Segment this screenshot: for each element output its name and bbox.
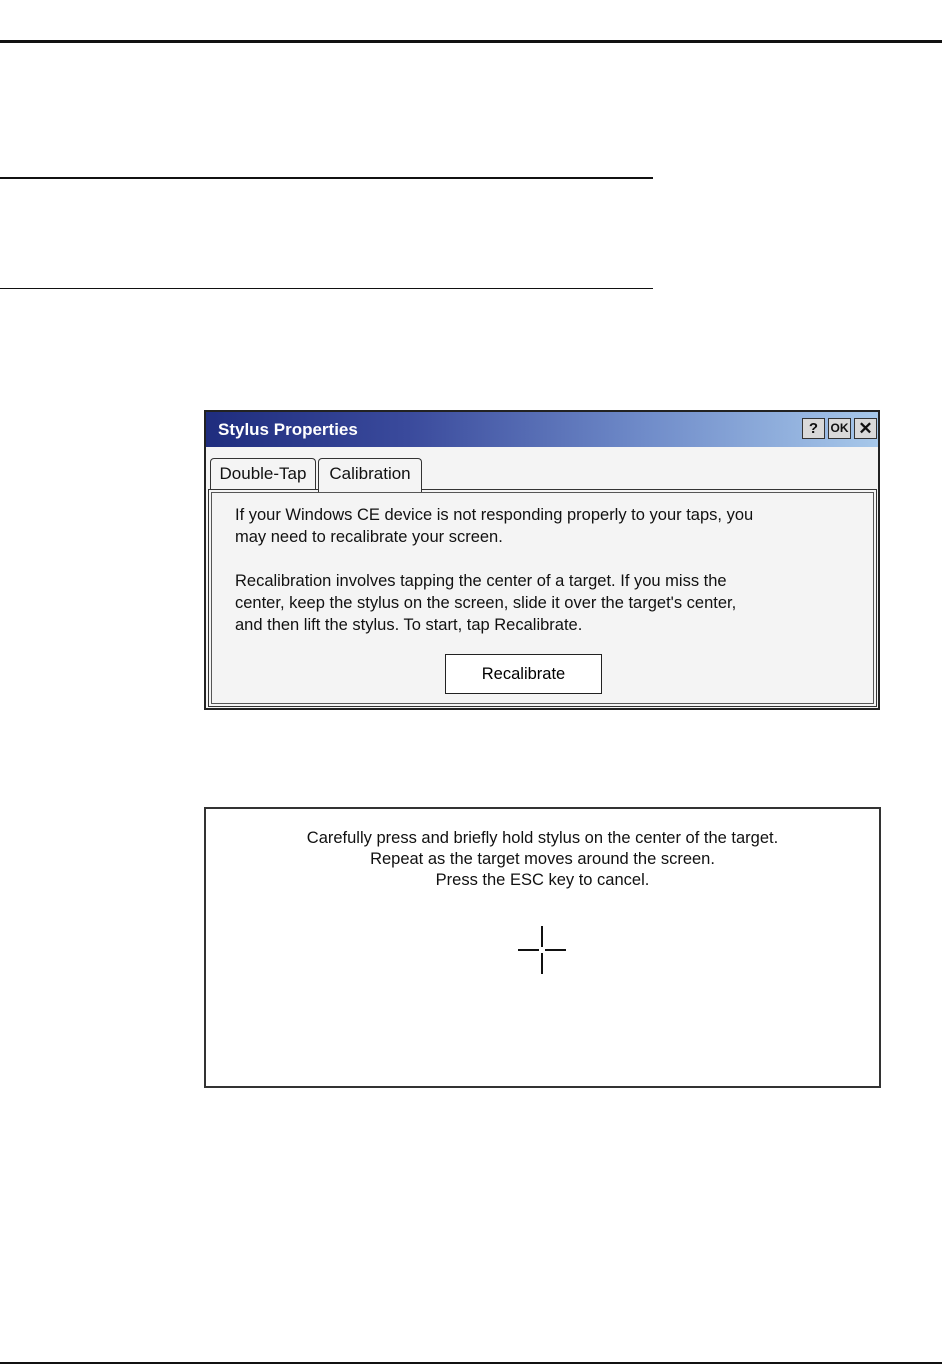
calibration-instruction-1: Carefully press and briefly hold stylus on the center of the target. (306, 829, 779, 847)
calibration-tab-panel (208, 489, 877, 707)
footer-rule (0, 1362, 942, 1364)
section-rule-lower (0, 288, 653, 289)
close-button[interactable] (854, 418, 877, 439)
stylus-properties-dialog (204, 410, 880, 710)
calibration-instruction-3: Press the ESC key to cancel. (435, 871, 650, 889)
crosshair-icon[interactable] (518, 926, 566, 974)
instructions-line-1: Recalibration involves tapping the center of a target. If you miss the (235, 572, 727, 590)
recalibrate-button[interactable]: Recalibrate (445, 654, 602, 694)
header-rule (0, 40, 942, 43)
intro-paragraph (235, 504, 835, 548)
intro-line-1: If your Windows CE device is not responding properly to your taps, you (235, 506, 754, 524)
intro-line-2: may need to recalibrate your screen. (235, 528, 503, 546)
ok-button[interactable]: OK (828, 418, 851, 439)
close-icon: ✕ (858, 419, 873, 438)
dialog-title: Stylus Properties (218, 420, 358, 439)
instructions-line-2: center, keep the stylus on the screen, slide it over the target's center, (235, 594, 737, 612)
help-button[interactable]: ? (802, 418, 825, 439)
tab-calibration[interactable]: Calibration (318, 458, 422, 492)
tab-double-tap[interactable]: Double-Tap (210, 458, 316, 490)
instructions-line-3: and then lift the stylus. To start, tap Recalibrate. (235, 616, 583, 634)
calibration-target-screen[interactable] (204, 807, 881, 1088)
section-rule-upper (0, 177, 653, 179)
dialog-titlebar (206, 412, 878, 447)
calibration-instruction-2: Repeat as the target moves around the screen. (370, 850, 715, 868)
instructions-paragraph (235, 570, 835, 636)
